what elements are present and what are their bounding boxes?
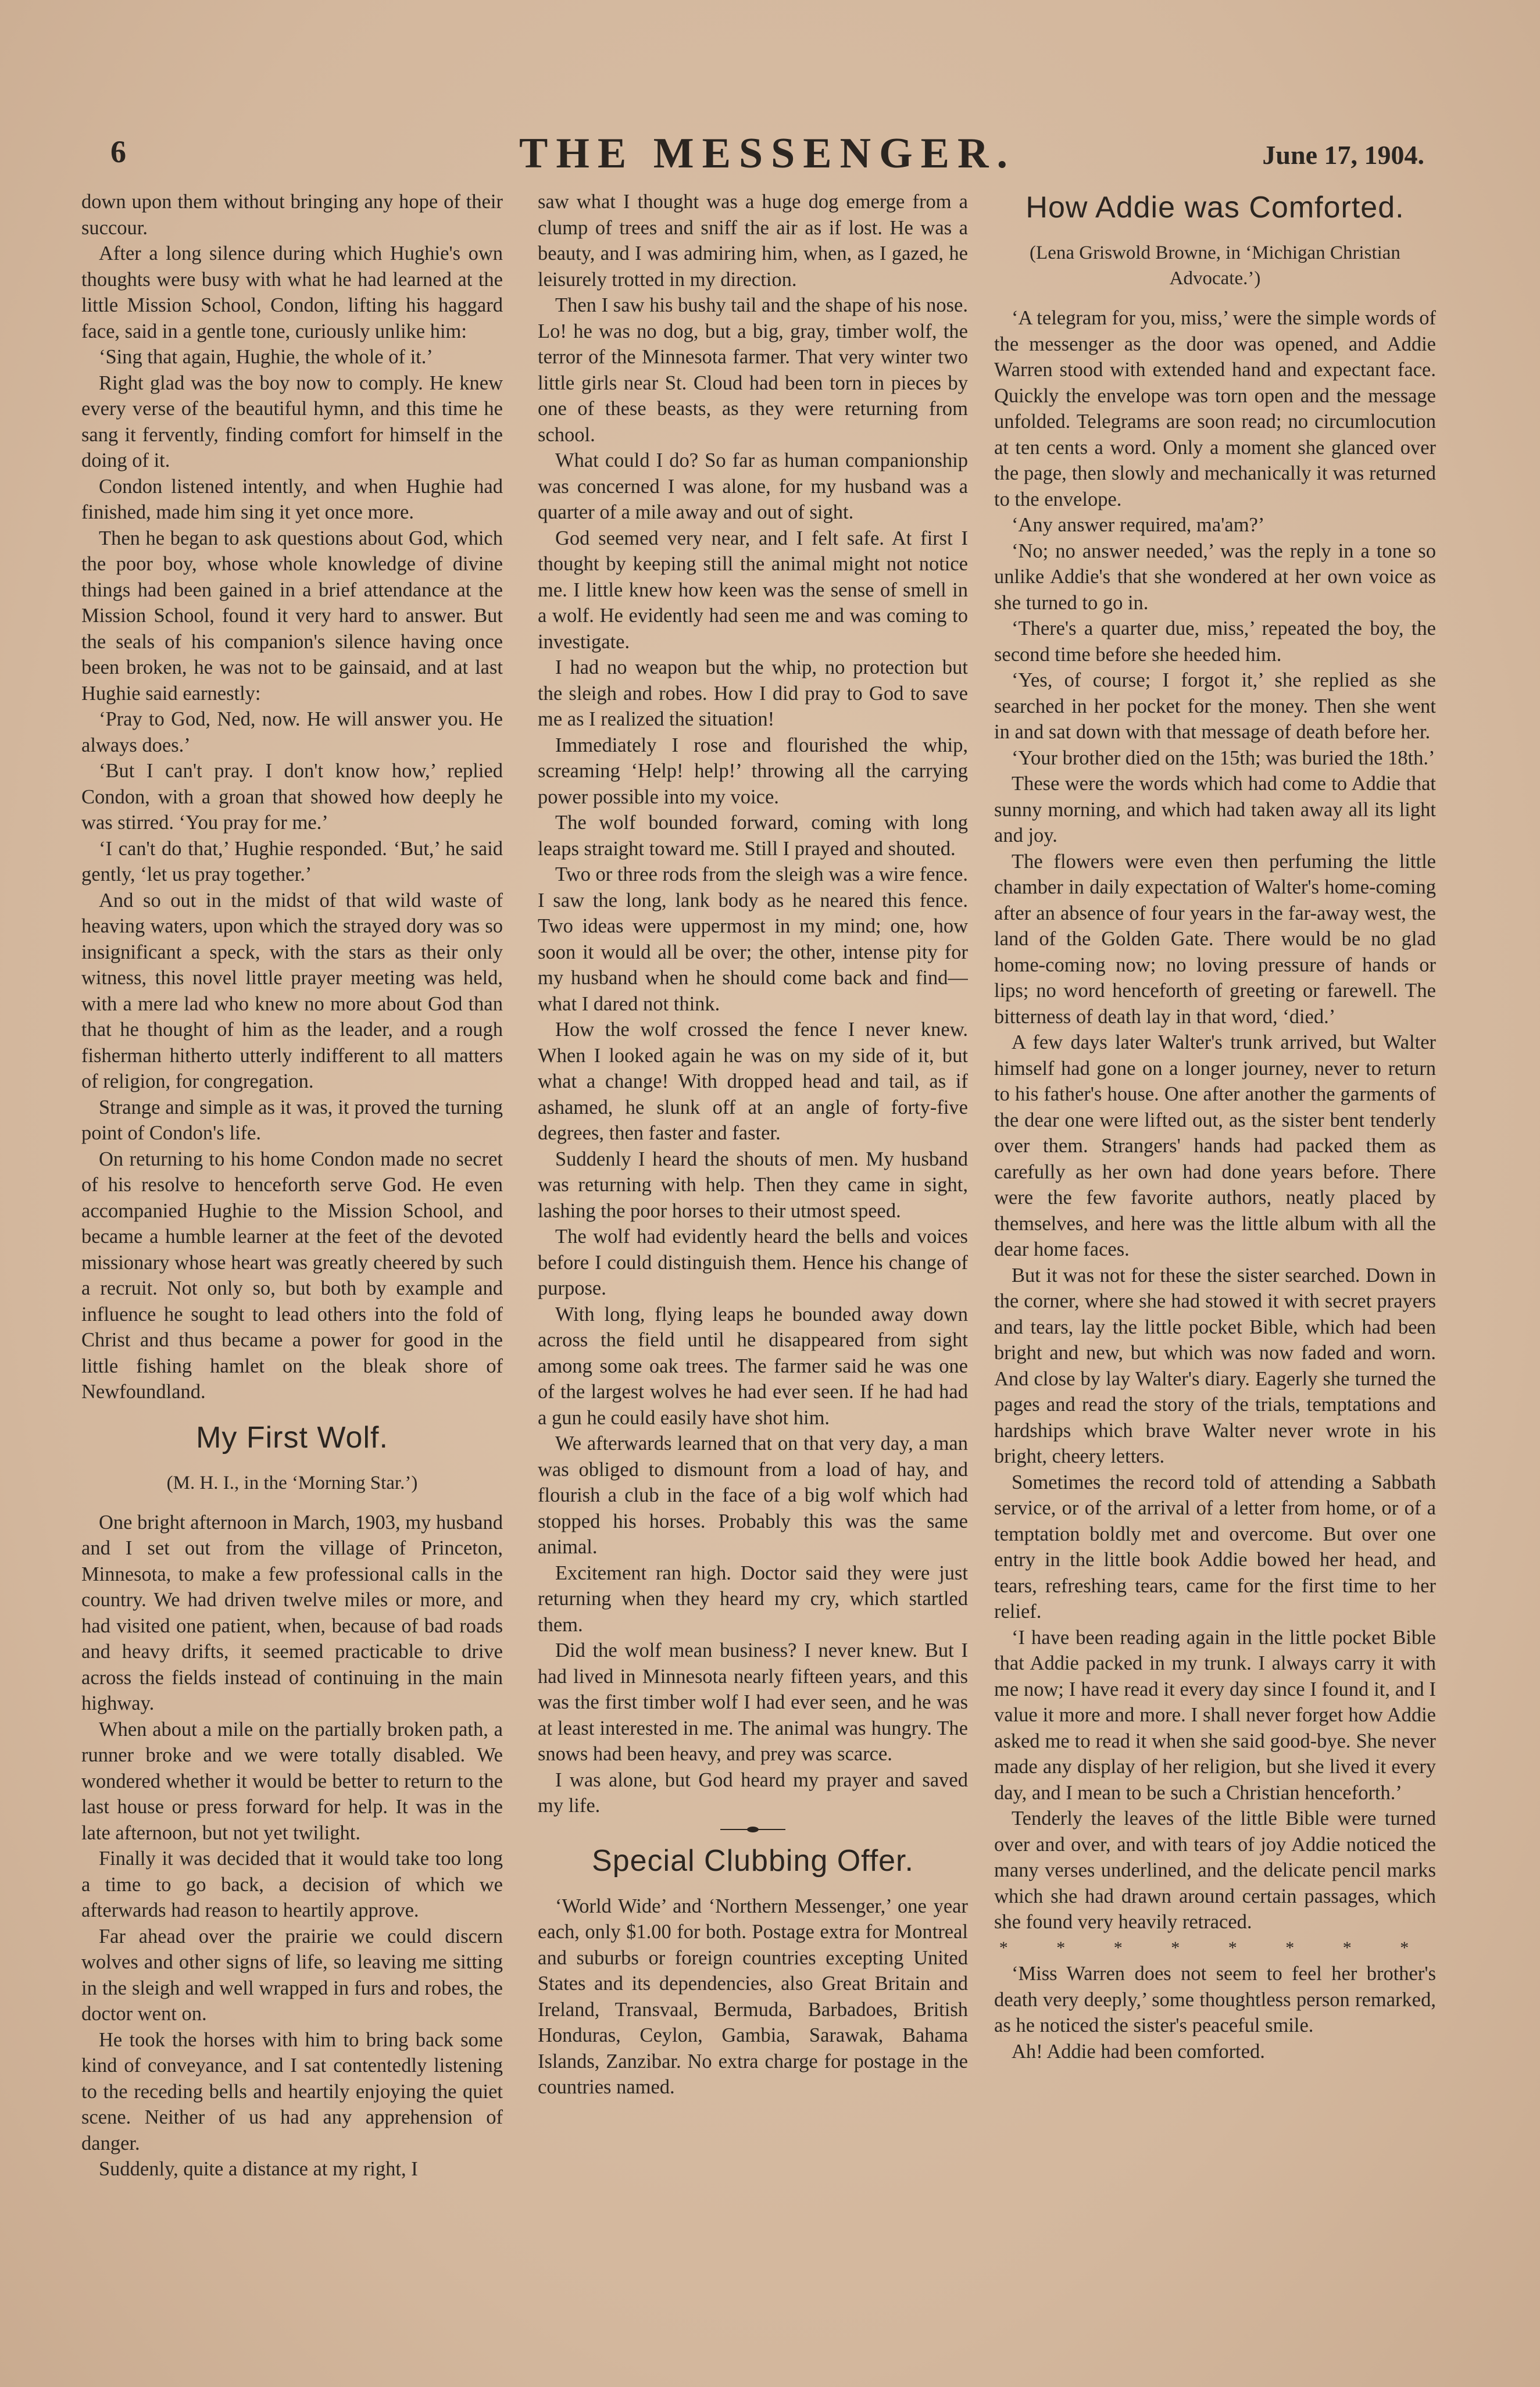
- paragraph: He took the horses with him to bring back some kind of conveyance, and I sat contentedly listening to the receding bells and heartily enjoying the quiet scene. Neither of us had any apprehension of danger.: [81, 2028, 503, 2154]
- paragraph: ‘Your brother died on the 15th; was buried the 18th.’: [1012, 746, 1435, 769]
- article-title: My First Wolf.: [196, 1420, 388, 1455]
- paragraph: The flowers were even then perfuming the little chamber in daily expectation of Walter's home-coming after an absence of four years in the far-away west, the land of the Golden Gate. There would be no glad home-coming now; no loving pressure of hands or lips; no word henceforth of greeting or farewell. The bitterness of death lay in that word, ‘died.’: [994, 850, 1436, 1028]
- ornament-divider: [538, 1819, 968, 1842]
- paragraph: Immediately I rose and flourished the whip, screaming ‘Help! help!’ throwing all the carrying power possible into my voice.: [538, 734, 968, 808]
- paragraph: Then I saw his bushy tail and the shape of his nose. Lo! he was no dog, but a big, gray, timber wolf, the terror of the Minnesota farmer. That very winter two little girls near St. Cloud had been torn in pieces by one of these beasts, as they were returning from school.: [538, 294, 968, 446]
- paragraph: One bright afternoon in March, 1903, my husband and I set out from the village of Princeton, Minnesota, to make a few professional calls in the country. We had driven twelve miles or more, and had visited one patient, when, because of bad roads and heavy drifts, it seemed practicable to drive across the fields instead of continuing in the main highway.: [81, 1511, 503, 1714]
- paragraph: ‘Sing that again, Hughie, the whole of it.’: [99, 346, 433, 368]
- paragraph: I was alone, but God heard my prayer and saved my life.: [538, 1768, 968, 1817]
- paragraph: Did the wolf mean business? I never knew. But I had lived in Minnesota nearly fifteen years, and this was the first timber wolf I had ever seen, and he was at least interested in me. The animal was hungry. The snows had been heavy, and prey was scarce.: [538, 1639, 968, 1765]
- section-break-stars: * * * * * * * *: [999, 1938, 1431, 1957]
- paragraph: saw what I thought was a huge dog emerge from a clump of trees and sniff the air as if lost. He was a beauty, and I was admiring him, when, as I gazed, he leisurely trotted in my direction.: [538, 191, 968, 291]
- paragraph: ‘There's a quarter due, miss,’ repeated the boy, the second time before she heeded him.: [994, 617, 1436, 666]
- paragraph: ‘Yes, of course; I forgot it,’ she replied as she searched in her pocket for the money. Then she went in and sat down with that message of death before her.: [994, 669, 1436, 743]
- column-1: [81, 189, 503, 2335]
- paragraph: Suddenly, quite a distance at my right, I: [99, 2158, 418, 2180]
- paragraph: Finally it was decided that it would take too long a time to go back, a decision of which we afterwards had reason to heartily approve.: [81, 1848, 503, 1921]
- paragraph: Tenderly the leaves of the little Bible were turned over and over, and with tears of joy Addie noticed the many verses underlined, and the delicate pencil marks which she had drawn around certain passages, which she found very heavily retraced.: [994, 1807, 1436, 1933]
- paragraph: ‘I can't do that,’ Hughie responded. ‘But,’ he said gently, ‘let us pray together.’: [81, 837, 503, 885]
- paragraph: Strange and simple as it was, it proved the turning point of Condon's life.: [81, 1096, 503, 1144]
- article-credit: (Lena Griswold Browne, in ‘Michigan Christian Advocate.’): [1030, 242, 1400, 289]
- paragraph: These were the words which had come to Addie that sunny morning, and which had taken away all its light and joy.: [994, 773, 1436, 846]
- paragraph: ‘A telegram for you, miss,’ were the simple words of the messenger as the door was opened, and Addie Warren stood with extended hand and expectant face. Quickly the envelope was torn open and the message unfolded. Telegrams are soon read; no circumlocution at ten cents a word. Only a moment she glanced over the page, then slowly and mechanically it was returned to the envelope.: [994, 307, 1436, 510]
- paragraph: Far ahead over the prairie we could discern wolves and other signs of life, so leaving me sitting in the sleigh and well wrapped in furs and robes, the doctor went on.: [81, 1925, 503, 2025]
- paragraph: ‘But I can't pray. I don't know how,’ replied Condon, with a groan that showed how deeply he was stirred. ‘You pray for me.’: [81, 760, 503, 834]
- page-header: [110, 130, 1424, 186]
- paragraph: ‘No; no answer needed,’ was the reply in a tone so unlike Addie's that she wondered at her own voice as she turned to go in.: [994, 539, 1436, 614]
- paragraph: Condon listened intently, and when Hughie had finished, made him sing it yet once more.: [81, 475, 503, 523]
- paragraph: God seemed very near, and I felt safe. At first I thought by keeping still the animal might not notice me. I little knew how keen was the sense of smell in a wolf. He evidently had seen me and was coming to investigate.: [538, 527, 968, 653]
- paragraph: Ah! Addie had been comforted.: [1012, 2040, 1265, 2063]
- paragraph: I had no weapon but the whip, no protection but the sleigh and robes. How I did pray to God to save me as I realized the situation!: [538, 656, 968, 730]
- paragraph: But it was not for these the sister searched. Down in the corner, where she had stowed it with secret prayers and tears, lay the little pocket Bible, which had been bright and new, but which was now faded and worn. And close by lay Walter's diary. Eagerly she turned the pages and read the story of the trials, temptations and hardships which brave Walter never wrote in his bright, cheery letters.: [994, 1264, 1436, 1467]
- article-title: How Addie was Comforted.: [1026, 191, 1405, 224]
- paragraph: After a long silence during which Hughie's own thoughts were busy with what he had learned at the little Mission School, Condon, lifting his haggard face, said in a gentle tone, curiously unlike him:: [81, 242, 503, 342]
- paragraph: We afterwards learned that on that very day, a man was obliged to dismount from a load of hay, and flourish a club in the face of a big wolf which had stopped his horses. Probably this was the same animal.: [538, 1432, 968, 1558]
- paragraph: The wolf had evidently heard the bells and voices before I could distinguish them. Hence his change of purpose.: [538, 1225, 968, 1299]
- masthead: THE MESSENGER.: [519, 130, 1016, 177]
- paragraph: ‘Any answer required, ma'am?’: [1012, 514, 1265, 536]
- paragraph: ‘I have been reading again in the little pocket Bible that Addie packed in my trunk. I always carry it with me now; I have read it every day since I found it, and I value it more and more. I shall never forget how Addie asked me to read it when she said good-bye. She never made any display of her religion, but she lived it every day, and I mean to be such a Christian henceforth.’: [994, 1626, 1436, 1804]
- article-credit: (M. H. I., in the ‘Morning Star.’): [166, 1472, 418, 1493]
- paragraph: On returning to his home Condon made no secret of his resolve to henceforth serve God. He even accompanied Hughie to the Mission School, and became a humble learner at the feet of the devoted missionary whose heart was greatly cheered by such a recruit. Not only so, but both by example and influence he sought to lead others into the fold of Christ and thus became a power for good in the little fishing hamlet on the bleak shore of Newfoundland.: [81, 1148, 503, 1403]
- column-2: [538, 189, 968, 2335]
- paragraph: Then he began to ask questions about God, which the poor boy, whose whole knowledge of divine things had been gained in a brief attendance at the Mission School, found it very hard to answer. But the seals of his companion's silence having once been broken, he was not to be gainsaid, and at last Hughie said earnestly:: [81, 527, 503, 705]
- paragraph: Right glad was the boy now to comply. He knew every verse of the beautiful hymn, and this time he sang it fervently, finding comfort for himself in the doing of it.: [81, 371, 503, 471]
- paragraph: And so out in the midst of that wild waste of heaving waters, upon which the strayed dory was so insignificant a speck, with the stars as their only witness, this novel little prayer meeting was held, with a mere lad who knew no more about God than that he thought of him as the leader, and a rough fisherman hitherto utterly indifferent to all matters of religion, for congregation.: [81, 889, 503, 1092]
- issue-date: June 17, 1904.: [1262, 140, 1424, 170]
- paragraph: Suddenly I heard the shouts of men. My husband was returning with help. Then they came in sight, lashing the poor horses to their utmost speed.: [538, 1148, 968, 1222]
- paragraph: What could I do? So far as human companionship was concerned I was alone, for my husband was a quarter of a mile away and out of sight.: [538, 449, 968, 523]
- paragraph: down upon them without bringing any hope of their succour.: [81, 191, 503, 239]
- paragraph: Sometimes the record told of attending a Sabbath service, or of the arrival of a letter from home, or of a temptation boldly met and overcome. But over one entry in the little book Addie bowed her head, and tears, refreshing tears, came for the first time to her relief.: [994, 1471, 1436, 1623]
- paragraph: Excitement ran high. Doctor said they were just returning when they heard my cry, which startled them.: [538, 1561, 968, 1636]
- paragraph: ‘Miss Warren does not seem to feel her brother's death very deeply,’ some thoughtless person remarked, as he noticed the sister's peaceful smile.: [994, 1963, 1436, 2036]
- paragraph: With long, flying leaps he bounded away down across the field until he disappeared from sight among some oak trees. The farmer said he was one of the largest wolves he had ever seen. If he had had a gun he could easily have shot him.: [538, 1303, 968, 1429]
- paragraph: ‘World Wide’ and ‘Northern Messenger,’ one year each, only $1.00 for both. Postage extra for Montreal and suburbs or foreign countries excepting United States and its dependencies, also Great Britain and Ireland, Transvaal, Bermuda, Barbadoes, British Honduras, Ceylon, Gambia, Sarawak, Bahama Islands, Zanzibar. No extra charge for postage in the countries named.: [538, 1895, 968, 2098]
- page-number: 6: [110, 134, 126, 169]
- paragraph: ‘Pray to God, Ned, now. He will answer you. He always does.’: [81, 708, 503, 756]
- column-3: [994, 189, 1436, 2335]
- paragraph: Two or three rods from the sleigh was a wire fence. I saw the long, lank body as he neared this fence. Two ideas were uppermost in my mind; one, how soon it would all be over; the other, intense pity for my husband when he should come back and find—what I dared not think.: [538, 863, 968, 1015]
- article-title: Special Clubbing Offer.: [592, 1843, 914, 1878]
- paragraph: How the wolf crossed the fence I never knew. When I looked again he was on my side of it, but what a change! With dropped head and tail, as if ashamed, he slunk off at an angle of forty-five degrees, then faster and faster.: [538, 1019, 968, 1144]
- paragraph: When about a mile on the partially broken path, a runner broke and we were totally disabled. We wondered whether it would be better to return to the last house or press forward for help. It was in the late afternoon, but not yet twilight.: [81, 1718, 503, 1844]
- paragraph: The wolf bounded forward, coming with long leaps straight toward me. Still I prayed and shouted.: [538, 812, 968, 860]
- paragraph: A few days later Walter's trunk arrived, but Walter himself had gone on a longer journey, never to return to his father's house. One after another the garments of the dear one were lifted out, as the sister bent tenderly over them. Strangers' hands had packed them as carefully as her own had done years before. There were the few favorite authors, neatly placed by themselves, and here was the little album with all the dear home faces.: [994, 1031, 1436, 1260]
